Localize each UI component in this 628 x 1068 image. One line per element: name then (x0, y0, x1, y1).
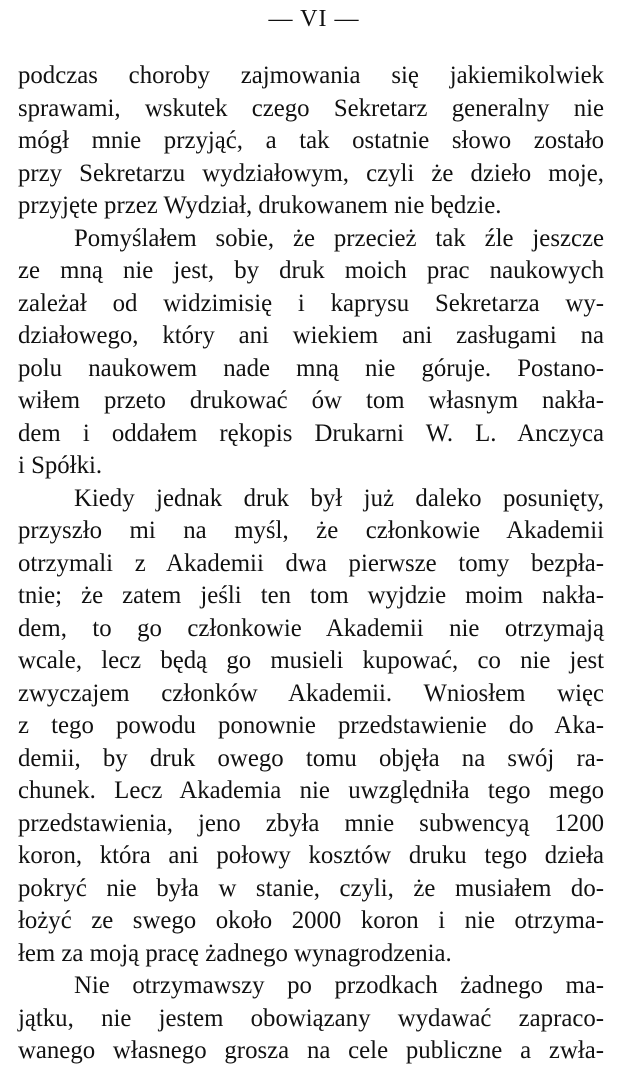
text-line: dem i oddałem rękopis Drukarni W. L. Anczyca (18, 419, 604, 447)
text-line: Nie otrzymawszy po przodkach żadnego ma- (74, 972, 604, 999)
text-line: zależał od widzimisię i kaprysu Sekretarza wy- (18, 289, 604, 317)
text-line: z tego powodu ponownie przedstawienie do Aka- (18, 712, 604, 739)
text-line: wiłem przeto drukować ów tom własnym nakła- (18, 387, 604, 414)
text-line: mógł mnie przyjąć, a tak ostatnie słowo zostało (18, 127, 604, 154)
text-line: sprawami, wskutek czego Sekretarz generalny nie (18, 94, 604, 122)
text-line: ze mną nie jest, by druk moich prac naukowych (18, 257, 604, 284)
text-line: działowego, który ani wiekiem ani zasługami na (18, 322, 604, 349)
text-line: przyszło mi na myśl, że członkowie Akademii (18, 517, 604, 544)
text-line: tnie; że zatem jeśli ten tom wyjdzie moim nakła- (18, 582, 604, 609)
text-line: łem za moją pracę żadnego wynagrodzenia. (18, 939, 452, 967)
text-line: wcale, lecz będą go musieli kupować, co nie jest (18, 647, 604, 674)
text-line: przy Sekretarzu wydziałowym, czyli że dzieło moje, (18, 159, 604, 187)
text-line: wanego własnego grosza na cele publiczne a zwła- (18, 1037, 604, 1064)
text-line: Pomyślałem sobie, że przecież tak źle jeszcze (74, 224, 604, 252)
text-line: dem, to go członkowie Akademii nie otrzymają (18, 614, 604, 642)
text-line: podczas choroby zajmowania się jakiemikolwiek (18, 62, 604, 89)
text-line: polu naukowem nade mną nie góruje. Postano- (18, 354, 604, 382)
text-line: chunek. Lecz Akademia nie uwzględniła tego mego (18, 777, 604, 804)
text-line: jątku, nie jestem obowiązany wydawać zapraco- (18, 1004, 604, 1032)
text-line: demii, by druk owego tomu objęła na swój ra- (18, 744, 604, 772)
text-line: otrzymali z Akademii dwa pierwsze tomy bezpła- (18, 549, 604, 577)
text-line: koron, która ani połowy kosztów druku tego dzieła (18, 842, 604, 869)
page-number-header: — VI — (268, 6, 360, 32)
text-line: pokryć nie była w stanie, czyli, że musiałem do- (18, 874, 604, 902)
text-line: zwyczajem członków Akademii. Wniosłem więc (18, 679, 604, 707)
text-line: przyjęte przez Wydział, drukowanem nie będzie. (18, 192, 502, 219)
body-text (18, 60, 604, 1068)
text-line: łożyć ze swego około 2000 koron i nie otrzyma- (18, 907, 604, 934)
text-line: Kiedy jednak druk był już daleko posunięty, (74, 484, 604, 512)
text-line: i Spółki. (18, 452, 103, 479)
text-line: przedstawienia, jeno zbyła mnie subwencyą 1200 (18, 809, 604, 837)
